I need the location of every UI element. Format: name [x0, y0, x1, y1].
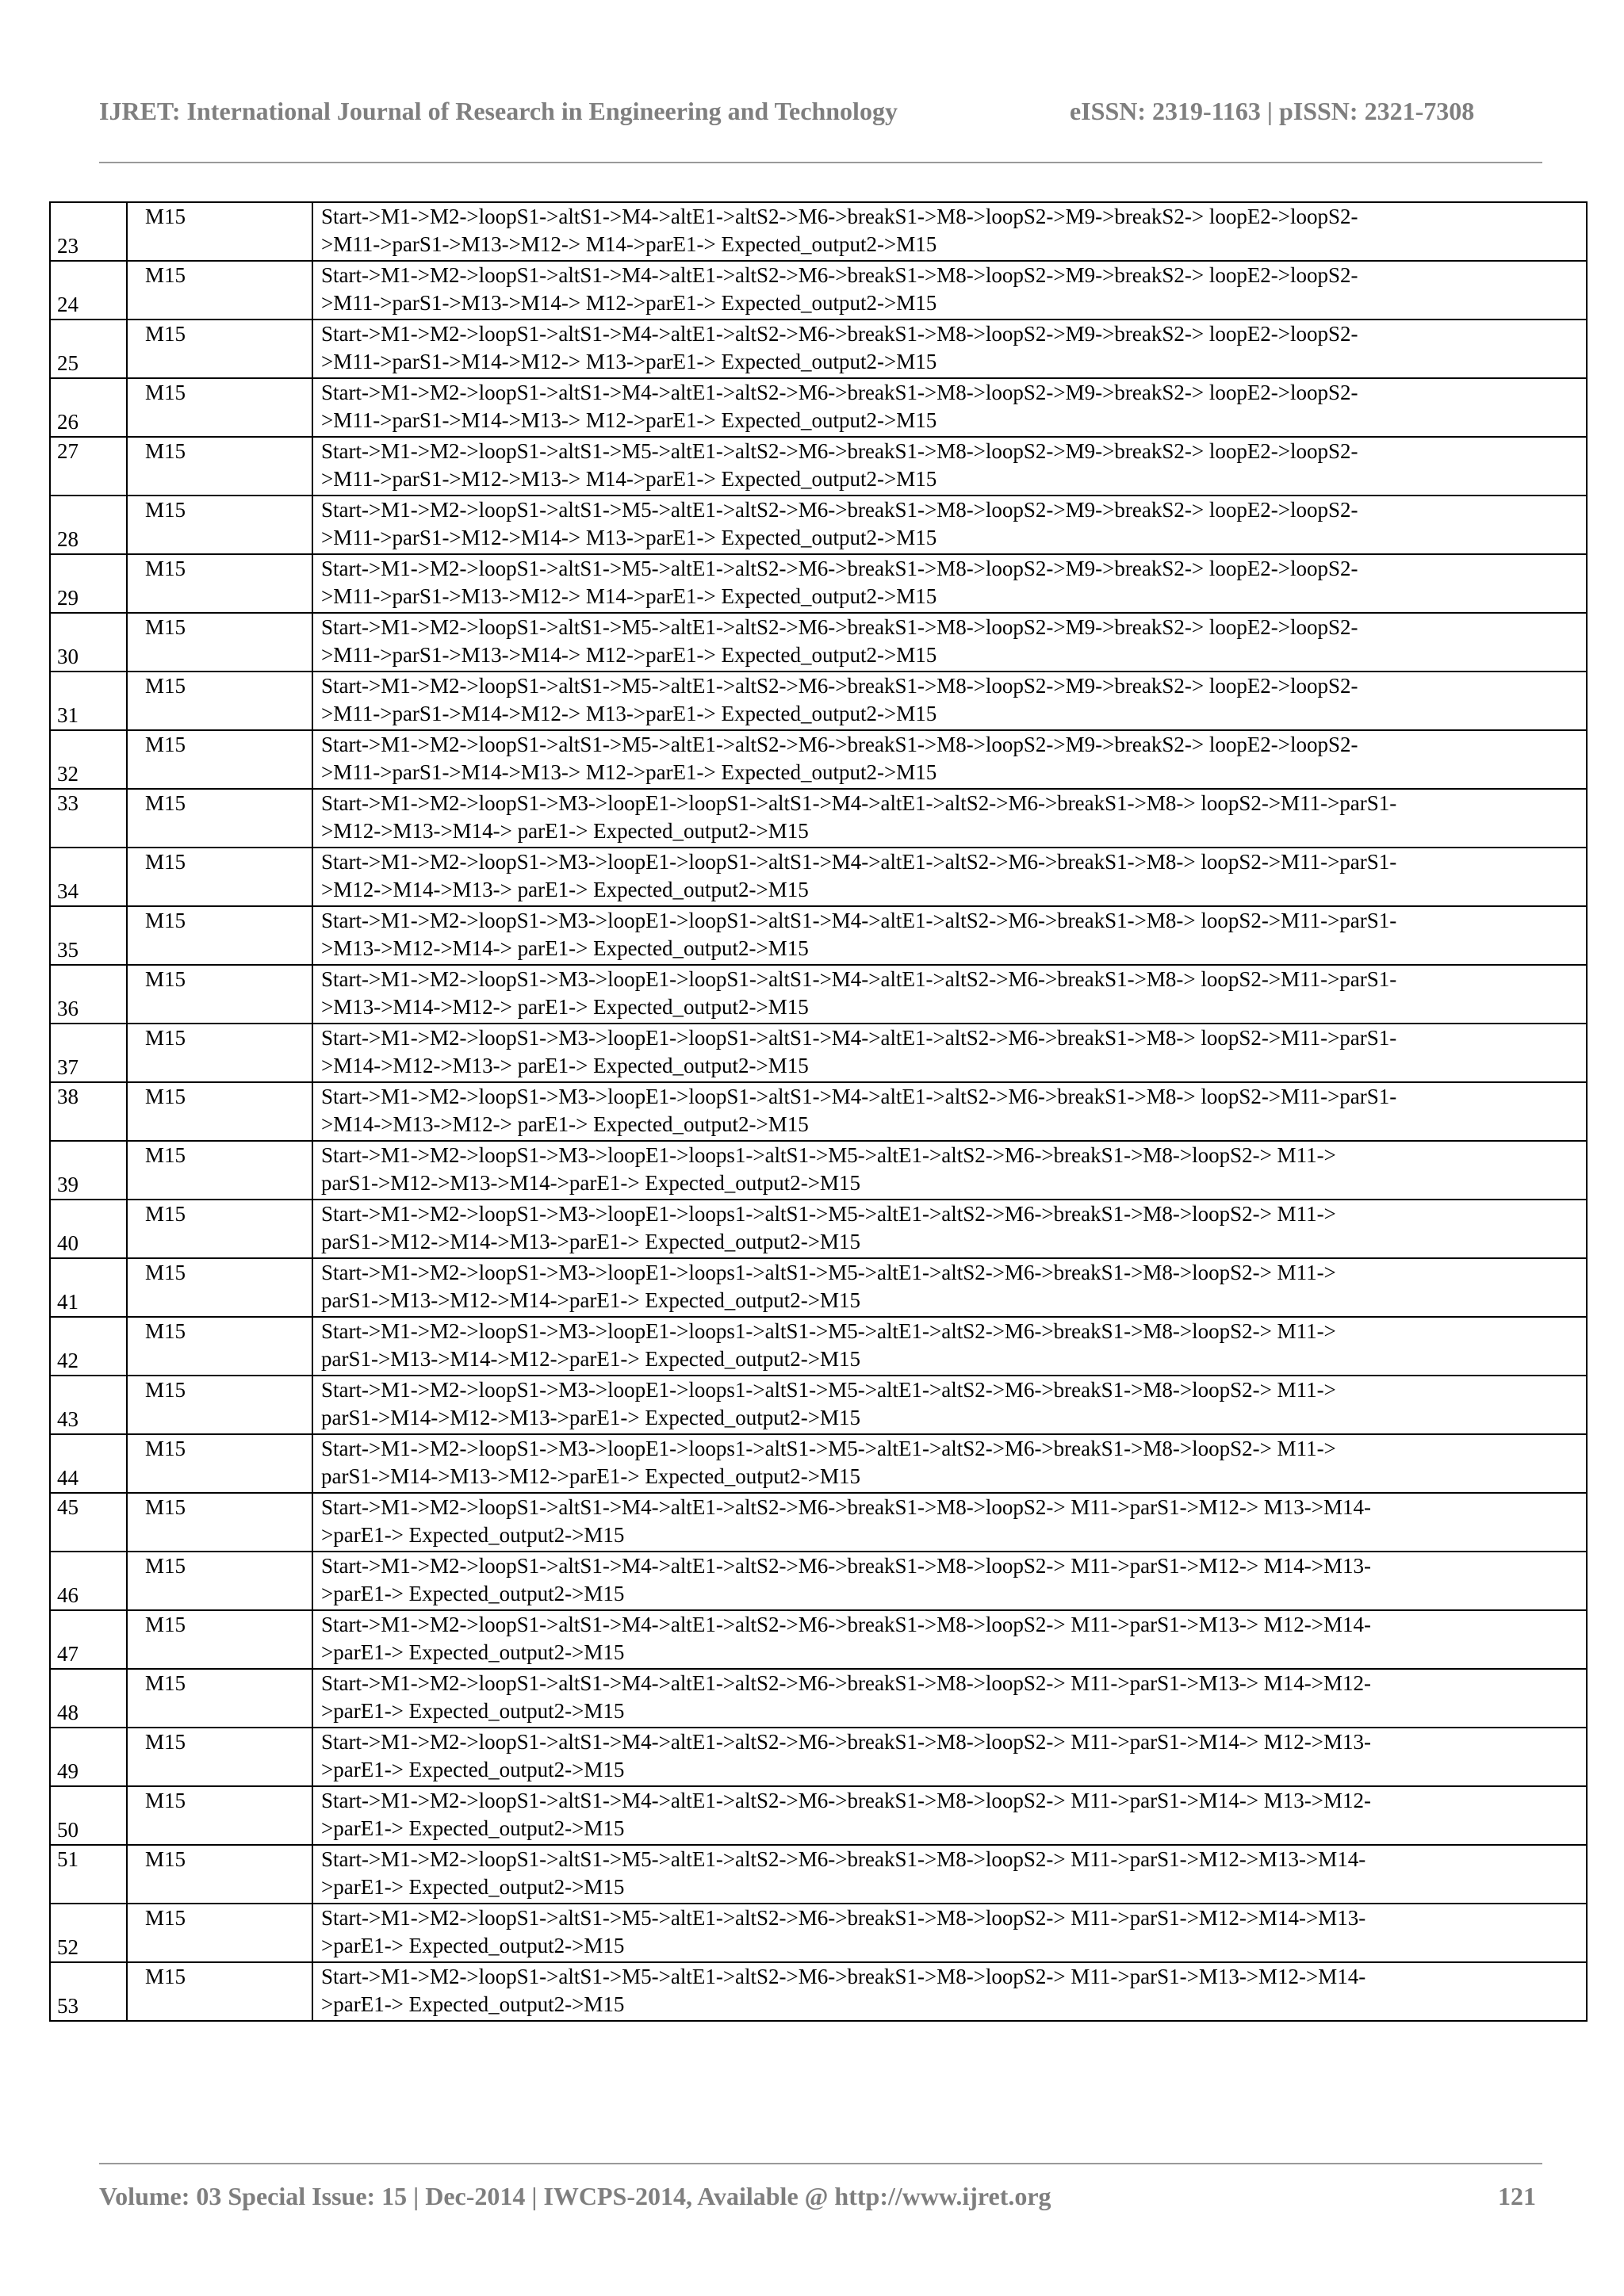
path-line-2: parS1->M12->M14->M13->parE1-> Expected_output2->M15: [321, 1230, 860, 1253]
row-module: M15: [127, 496, 312, 554]
path-line-2: parS1->M14->M13->M12->parE1-> Expected_output2->M15: [321, 1464, 860, 1488]
table-row: [50, 1141, 1587, 1200]
row-path: [312, 906, 1587, 965]
row-number: 36: [50, 965, 127, 1024]
row-module: M15: [127, 672, 312, 730]
row-number: 24: [50, 261, 127, 320]
table-row: [50, 1258, 1587, 1317]
row-number: 44: [50, 1434, 127, 1493]
table-row: [50, 378, 1587, 437]
row-number: 33: [50, 789, 127, 848]
path-line-2: parS1->M13->M14->M12->parE1-> Expected_output2->M15: [321, 1347, 860, 1371]
path-line-2: >M11->parS1->M14->M13-> M12->parE1-> Expected_output2->M15: [321, 408, 937, 432]
path-line-1: Start->M1->M2->loopS1->M3->loopE1->loopS1->altS1->M4->altE1->altS2->M6->breakS1->M8-> loopS2->M11->parS1-: [321, 1085, 1397, 1108]
row-path: [312, 1493, 1587, 1552]
table-row: [50, 320, 1587, 378]
row-number: 27: [50, 437, 127, 496]
running-header: [99, 97, 1542, 144]
path-line-2: >M11->parS1->M13->M12-> M14->parE1-> Expected_output2->M15: [321, 232, 937, 256]
table-row: [50, 202, 1587, 261]
row-path: [312, 320, 1587, 378]
path-line-1: Start->M1->M2->loopS1->altS1->M4->altE1->altS2->M6->breakS1->M8->loopS2-> M11->parS1->M12-> M14->M13-: [321, 1554, 1372, 1578]
row-path: [312, 672, 1587, 730]
row-module: M15: [127, 789, 312, 848]
path-line-2: >M14->M12->M13-> parE1-> Expected_output2->M15: [321, 1054, 809, 1077]
table-row: [50, 1434, 1587, 1493]
row-path: [312, 1082, 1587, 1141]
table-row: [50, 1317, 1587, 1376]
path-line-2: >M13->M12->M14-> parE1-> Expected_output2->M15: [321, 936, 809, 960]
row-path: [312, 789, 1587, 848]
row-path: [312, 1141, 1587, 1200]
path-line-1: Start->M1->M2->loopS1->altS1->M5->altE1->altS2->M6->breakS1->M8->loopS2-> M11->parS1->M12->M14->M13-: [321, 1906, 1366, 1930]
path-line-2: >parE1-> Expected_output2->M15: [321, 1758, 625, 1781]
row-number: 40: [50, 1200, 127, 1258]
path-line-1: Start->M1->M2->loopS1->M3->loopE1->loops1->altS1->M5->altE1->altS2->M6->breakS1->M8->loopS2-> M11->: [321, 1319, 1336, 1343]
test-path-table: [49, 201, 1588, 2022]
path-line-1: Start->M1->M2->loopS1->altS1->M5->altE1->altS2->M6->breakS1->M8->loopS2->M9->breakS2-> loopE2->loopS2-: [321, 733, 1358, 756]
table-row: [50, 496, 1587, 554]
table-row: [50, 965, 1587, 1024]
row-number: 23: [50, 202, 127, 261]
path-line-1: Start->M1->M2->loopS1->M3->loopE1->loops1->altS1->M5->altE1->altS2->M6->breakS1->M8->loopS2-> M11->: [321, 1378, 1336, 1402]
row-module: M15: [127, 1376, 312, 1434]
row-path: [312, 965, 1587, 1024]
row-path: [312, 1786, 1587, 1845]
row-path: [312, 261, 1587, 320]
row-number: 48: [50, 1669, 127, 1728]
row-number: 51: [50, 1845, 127, 1904]
path-line-2: >parE1-> Expected_output2->M15: [321, 1816, 625, 1840]
path-line-2: >M11->parS1->M14->M12-> M13->parE1-> Expected_output2->M15: [321, 350, 937, 373]
journal-title: IJRET: International Journal of Research in Engineering and Technology: [99, 97, 898, 125]
row-number: 47: [50, 1610, 127, 1669]
table-row: [50, 789, 1587, 848]
path-line-2: >parE1-> Expected_output2->M15: [321, 1992, 625, 2016]
path-line-1: Start->M1->M2->loopS1->M3->loopE1->loops1->altS1->M5->altE1->altS2->M6->breakS1->M8->loopS2-> M11->: [321, 1261, 1336, 1284]
row-path: [312, 1669, 1587, 1728]
path-line-1: Start->M1->M2->loopS1->altS1->M5->altE1->altS2->M6->breakS1->M8->loopS2->M9->breakS2-> loopE2->loopS2-: [321, 557, 1358, 580]
row-module: M15: [127, 1024, 312, 1082]
row-number: 45: [50, 1493, 127, 1552]
row-module: M15: [127, 1082, 312, 1141]
table-row: [50, 1200, 1587, 1258]
row-number: 49: [50, 1728, 127, 1786]
row-module: M15: [127, 378, 312, 437]
path-line-2: >parE1-> Expected_output2->M15: [321, 1640, 625, 1664]
table-row: [50, 437, 1587, 496]
row-path: [312, 1376, 1587, 1434]
table-row: [50, 261, 1587, 320]
row-module: M15: [127, 1786, 312, 1845]
row-module: M15: [127, 1258, 312, 1317]
row-number: 41: [50, 1258, 127, 1317]
table-row: [50, 1610, 1587, 1669]
row-path: [312, 554, 1587, 613]
path-line-1: Start->M1->M2->loopS1->M3->loopE1->loopS1->altS1->M4->altE1->altS2->M6->breakS1->M8-> loopS2->M11->parS1-: [321, 1026, 1397, 1050]
path-line-1: Start->M1->M2->loopS1->M3->loopE1->loopS1->altS1->M4->altE1->altS2->M6->breakS1->M8-> loopS2->M11->parS1-: [321, 967, 1397, 991]
table-row: [50, 730, 1587, 789]
row-module: M15: [127, 437, 312, 496]
row-number: 26: [50, 378, 127, 437]
row-path: [312, 1024, 1587, 1082]
row-module: M15: [127, 1317, 312, 1376]
row-path: [312, 437, 1587, 496]
row-module: M15: [127, 613, 312, 672]
path-line-1: Start->M1->M2->loopS1->altS1->M4->altE1->altS2->M6->breakS1->M8->loopS2-> M11->parS1->M14-> M12->M13-: [321, 1730, 1372, 1754]
path-line-2: parS1->M12->M13->M14->parE1-> Expected_output2->M15: [321, 1171, 860, 1195]
path-line-1: Start->M1->M2->loopS1->altS1->M5->altE1->altS2->M6->breakS1->M8->loopS2->M9->breakS2-> loopE2->loopS2-: [321, 439, 1358, 463]
table-row: [50, 672, 1587, 730]
row-path: [312, 1845, 1587, 1904]
table-row: [50, 1904, 1587, 1962]
table-row: [50, 1845, 1587, 1904]
path-line-1: Start->M1->M2->loopS1->M3->loopE1->loopS1->altS1->M4->altE1->altS2->M6->breakS1->M8-> loopS2->M11->parS1-: [321, 909, 1397, 932]
path-line-1: Start->M1->M2->loopS1->altS1->M4->altE1->altS2->M6->breakS1->M8->loopS2-> M11->parS1->M13-> M14->M12-: [321, 1671, 1372, 1695]
path-line-1: Start->M1->M2->loopS1->altS1->M4->altE1->altS2->M6->breakS1->M8->loopS2->M9->breakS2-> loopE2->loopS2-: [321, 263, 1358, 287]
row-path: [312, 613, 1587, 672]
table-row: [50, 1082, 1587, 1141]
row-module: M15: [127, 848, 312, 906]
path-line-2: >parE1-> Expected_output2->M15: [321, 1523, 625, 1547]
row-path: [312, 1610, 1587, 1669]
table-row: [50, 1552, 1587, 1610]
path-line-2: >parE1-> Expected_output2->M15: [321, 1875, 625, 1899]
row-number: 31: [50, 672, 127, 730]
row-number: 52: [50, 1904, 127, 1962]
header-rule: [99, 162, 1542, 163]
path-line-2: >parE1-> Expected_output2->M15: [321, 1699, 625, 1723]
path-line-1: Start->M1->M2->loopS1->M3->loopE1->loopS1->altS1->M4->altE1->altS2->M6->breakS1->M8-> loopS2->M11->parS1-: [321, 850, 1397, 874]
path-line-2: >M11->parS1->M13->M14-> M12->parE1-> Expected_output2->M15: [321, 291, 937, 315]
path-line-2: >M13->M14->M12-> parE1-> Expected_output2->M15: [321, 995, 809, 1019]
path-line-1: Start->M1->M2->loopS1->altS1->M4->altE1->altS2->M6->breakS1->M8->loopS2->M9->breakS2-> loopE2->loopS2-: [321, 322, 1358, 346]
row-path: [312, 202, 1587, 261]
path-line-1: Start->M1->M2->loopS1->altS1->M5->altE1->altS2->M6->breakS1->M8->loopS2-> M11->parS1->M12->M13->M14-: [321, 1847, 1366, 1871]
table-row: [50, 1024, 1587, 1082]
row-path: [312, 730, 1587, 789]
footer-rule: [99, 2163, 1542, 2164]
table-row: [50, 1728, 1587, 1786]
path-line-2: >M11->parS1->M12->M13-> M14->parE1-> Expected_output2->M15: [321, 467, 937, 491]
table-row: [50, 906, 1587, 965]
path-line-1: Start->M1->M2->loopS1->altS1->M5->altE1->altS2->M6->breakS1->M8->loopS2-> M11->parS1->M13->M12->M14-: [321, 1965, 1366, 1988]
page-number: 121: [1498, 2182, 1536, 2210]
table-row: [50, 1376, 1587, 1434]
row-path: [312, 1200, 1587, 1258]
path-line-1: Start->M1->M2->loopS1->altS1->M5->altE1->altS2->M6->breakS1->M8->loopS2->M9->breakS2-> loopE2->loopS2-: [321, 498, 1358, 522]
path-line-2: >M12->M13->M14-> parE1-> Expected_output2->M15: [321, 819, 809, 843]
path-line-2: >parE1-> Expected_output2->M15: [321, 1582, 625, 1605]
row-number: 42: [50, 1317, 127, 1376]
table-row: [50, 848, 1587, 906]
path-line-1: Start->M1->M2->loopS1->altS1->M4->altE1->altS2->M6->breakS1->M8->loopS2-> M11->parS1->M13-> M12->M14-: [321, 1613, 1372, 1636]
table-row: [50, 1669, 1587, 1728]
row-number: 46: [50, 1552, 127, 1610]
path-line-2: >parE1-> Expected_output2->M15: [321, 1934, 625, 1957]
path-line-1: Start->M1->M2->loopS1->M3->loopE1->loops1->altS1->M5->altE1->altS2->M6->breakS1->M8->loopS2-> M11->: [321, 1202, 1336, 1226]
row-number: 50: [50, 1786, 127, 1845]
row-module: M15: [127, 730, 312, 789]
table-body: [50, 202, 1587, 2021]
row-number: 43: [50, 1376, 127, 1434]
table-row: [50, 1493, 1587, 1552]
row-number: 39: [50, 1141, 127, 1200]
path-line-1: Start->M1->M2->loopS1->altS1->M5->altE1->altS2->M6->breakS1->M8->loopS2->M9->breakS2-> loopE2->loopS2-: [321, 615, 1358, 639]
row-number: 28: [50, 496, 127, 554]
row-module: M15: [127, 320, 312, 378]
row-module: M15: [127, 1610, 312, 1669]
path-line-1: Start->M1->M2->loopS1->M3->loopE1->loops1->altS1->M5->altE1->altS2->M6->breakS1->M8->loopS2-> M11->: [321, 1143, 1336, 1167]
row-module: M15: [127, 1493, 312, 1552]
row-number: 38: [50, 1082, 127, 1141]
path-line-1: Start->M1->M2->loopS1->altS1->M4->altE1->altS2->M6->breakS1->M8->loopS2-> M11->parS1->M12-> M13->M14-: [321, 1495, 1372, 1519]
row-number: 34: [50, 848, 127, 906]
path-line-1: Start->M1->M2->loopS1->altS1->M4->altE1->altS2->M6->breakS1->M8->loopS2-> M11->parS1->M14-> M13->M12-: [321, 1789, 1372, 1812]
table-row: [50, 554, 1587, 613]
path-line-2: >M11->parS1->M13->M14-> M12->parE1-> Expected_output2->M15: [321, 643, 937, 667]
table-row: [50, 1786, 1587, 1845]
path-line-2: >M14->M13->M12-> parE1-> Expected_output2->M15: [321, 1112, 809, 1136]
path-line-2: >M11->parS1->M14->M13-> M12->parE1-> Expected_output2->M15: [321, 760, 937, 784]
row-path: [312, 496, 1587, 554]
row-number: 25: [50, 320, 127, 378]
row-module: M15: [127, 1141, 312, 1200]
row-module: M15: [127, 1728, 312, 1786]
row-path: [312, 1434, 1587, 1493]
path-line-2: >M11->parS1->M12->M14-> M13->parE1-> Expected_output2->M15: [321, 526, 937, 549]
row-number: 32: [50, 730, 127, 789]
row-path: [312, 1728, 1587, 1786]
row-module: M15: [127, 202, 312, 261]
path-line-1: Start->M1->M2->loopS1->M3->loopE1->loopS1->altS1->M4->altE1->altS2->M6->breakS1->M8-> loopS2->M11->parS1-: [321, 791, 1397, 815]
row-module: M15: [127, 261, 312, 320]
path-line-2: >M11->parS1->M13->M12-> M14->parE1-> Expected_output2->M15: [321, 584, 937, 608]
path-line-1: Start->M1->M2->loopS1->altS1->M4->altE1->altS2->M6->breakS1->M8->loopS2->M9->breakS2-> loopE2->loopS2-: [321, 381, 1358, 404]
issn-label: eISSN: 2319-1163 | pISSN: 2321-7308: [1070, 97, 1475, 125]
path-line-1: Start->M1->M2->loopS1->altS1->M5->altE1->altS2->M6->breakS1->M8->loopS2->M9->breakS2-> loopE2->loopS2-: [321, 674, 1358, 698]
row-path: [312, 1904, 1587, 1962]
row-module: M15: [127, 1904, 312, 1962]
path-line-2: parS1->M13->M12->M14->parE1-> Expected_output2->M15: [321, 1288, 860, 1312]
volume-info: Volume: 03 Special Issue: 15 | Dec-2014 | IWCPS-2014, Available @ http://www.ijret.org: [99, 2182, 1051, 2210]
row-number: 53: [50, 1962, 127, 2021]
row-module: M15: [127, 554, 312, 613]
path-line-1: Start->M1->M2->loopS1->M3->loopE1->loops1->altS1->M5->altE1->altS2->M6->breakS1->M8->loopS2-> M11->: [321, 1437, 1336, 1460]
row-module: M15: [127, 1669, 312, 1728]
row-number: 30: [50, 613, 127, 672]
running-footer: [99, 2182, 1542, 2229]
row-module: M15: [127, 1552, 312, 1610]
row-number: 35: [50, 906, 127, 965]
row-path: [312, 848, 1587, 906]
table-row: [50, 613, 1587, 672]
path-line-2: >M11->parS1->M14->M12-> M13->parE1-> Expected_output2->M15: [321, 702, 937, 725]
table-row: [50, 1962, 1587, 2021]
path-line-2: >M12->M14->M13-> parE1-> Expected_output2->M15: [321, 878, 809, 901]
row-number: 29: [50, 554, 127, 613]
row-path: [312, 1258, 1587, 1317]
row-module: M15: [127, 965, 312, 1024]
path-line-2: parS1->M14->M12->M13->parE1-> Expected_output2->M15: [321, 1406, 860, 1429]
row-module: M15: [127, 1962, 312, 2021]
row-module: M15: [127, 906, 312, 965]
row-number: 37: [50, 1024, 127, 1082]
row-module: M15: [127, 1434, 312, 1493]
row-path: [312, 378, 1587, 437]
row-path: [312, 1317, 1587, 1376]
row-path: [312, 1552, 1587, 1610]
row-module: M15: [127, 1200, 312, 1258]
row-path: [312, 1962, 1587, 2021]
row-module: M15: [127, 1845, 312, 1904]
path-line-1: Start->M1->M2->loopS1->altS1->M4->altE1->altS2->M6->breakS1->M8->loopS2->M9->breakS2-> loopE2->loopS2-: [321, 205, 1358, 228]
